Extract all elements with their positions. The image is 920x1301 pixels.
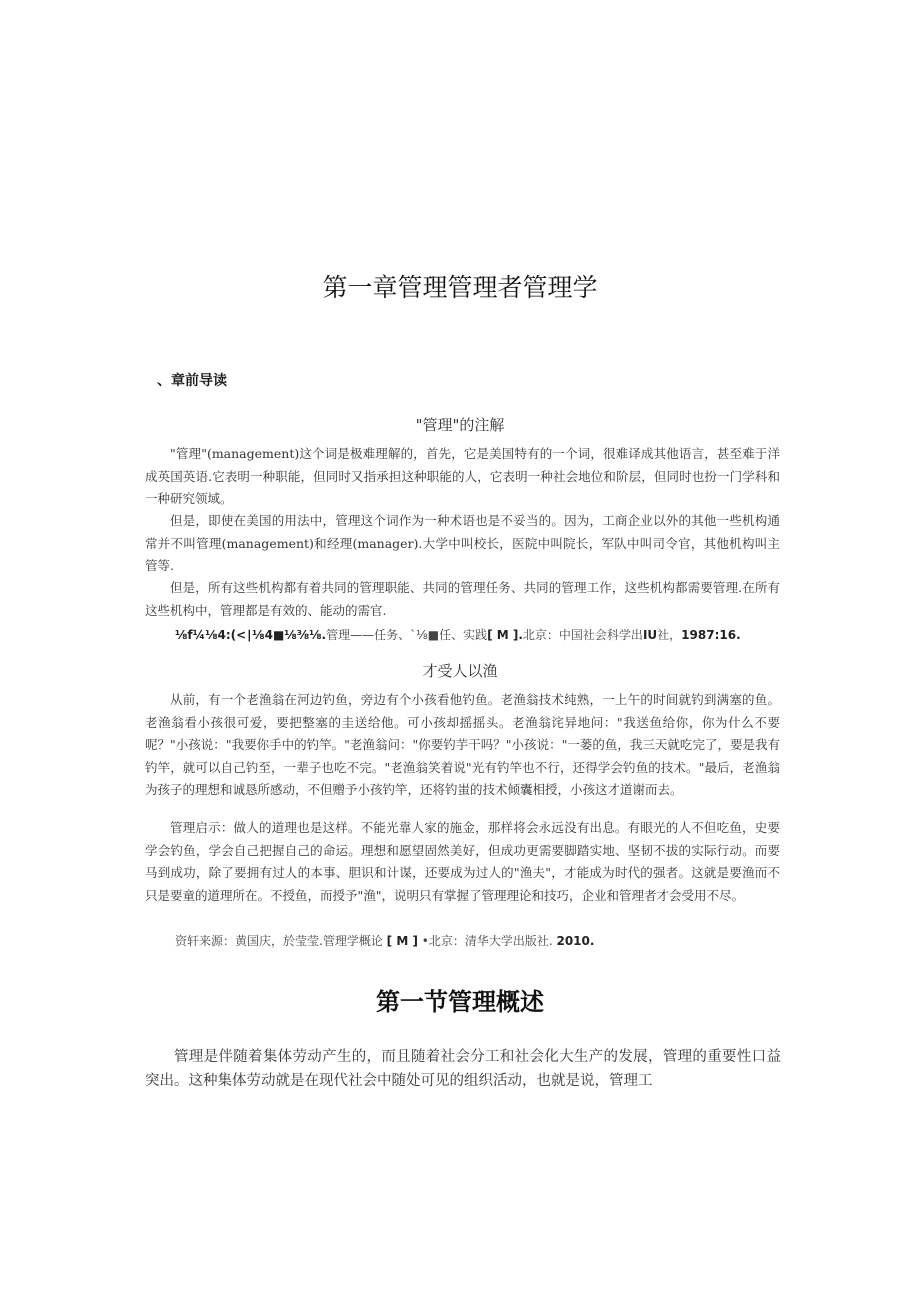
citation-mark: [ M ] bbox=[386, 934, 418, 948]
citation-tail: •北京：清华大学出版社. bbox=[421, 934, 553, 948]
citation-mark2: IU bbox=[642, 628, 658, 642]
citation-year: 2010. bbox=[556, 934, 595, 948]
reading2-paragraph-1: 从前，有一个老渔翁在河边钓鱼，旁边有个小孩看他钓鱼。老渔翁技术纯熟，一上午的时间就钓到满塞的鱼。老渔翁看小孩很可爱，要把整塞的圭送给他。可小孩却摇摇头。老渔翁诧异地问："我送鱼给你，你为什么不要呢？"小孩说："我要你手中的钓竿。"老渔翁问："你要钓芋干吗？"小孩说："一蒌的鱼，我三天就吃完了，要是我有钓竿，就可以自己钓至，一辈子也吃不完。"老渔翁笑着说"光有钓竿也不行，还得学会钓鱼的技术。"最后，老渔翁为孩子的理想和诚恳所感动，不但赠予小孩钓竿，还将钓蚩的技术倾囊相授，小孩这才道谢而去。 bbox=[145, 692, 780, 797]
reading2-paragraph-2: 管理启示：做人的道理也是这样。不能光靠人家的施金，那样将会永远没有出息。有眼光的人不但吃鱼，史要学会钓鱼，学会自己把握自己的命运。理想和愿望固然美好，但成功更需要脚踏实地、坚韧不拔的实际行动。而要马到成功，除了要拥有过人的本事、胆识和计谋，还要成为过人的"渔夫"，才能成为时代的强者。这就是要渔而不只是要童的道理所在。不授鱼，而授予"渔"，说明只有掌握了管理理论和技巧，企业和管理者才会受用不尽。 bbox=[145, 820, 780, 903]
reading2-citation bbox=[175, 932, 594, 949]
reading1-citation bbox=[175, 626, 741, 643]
reading1-title: "管理"的注解 bbox=[415, 416, 505, 434]
reading1-paragraph-3: 但是，所有这些机构都有着共同的管理职能、共同的管理任务、共同的管理工作，这些机构都需要管理.在所有这些机构中，管理都是有效的、能动的需官. bbox=[145, 580, 780, 618]
reading1-paragraph-2: 但是，即使在美国的用法中，管理这个词作为一种术语也是不妥当的。因为，工商企业以外的其他一些机构通常并不叫管理(management)和经理(manager).大学中叫校长，医院中叫院长，军队中叫司令官，其他机构叫主管等. bbox=[145, 513, 780, 573]
citation-year: 1987:16. bbox=[681, 628, 741, 642]
citation-mark: [ M ]. bbox=[487, 628, 523, 642]
section-title: 第一节管理概述 bbox=[376, 988, 544, 1016]
reading1-paragraph-1: "管理"(management)这个词是极难理解的，首先，它是美国特有的一个词，很难译成其他语言，甚至难于洋成英国英语.它表明一种职能，但同时又指承担这种职能的人，它表明一种社会地位和阶层，但同时也扮一门学科和一种研究领域。 bbox=[145, 446, 780, 506]
citation-tail: 北京：中国社会科学出 bbox=[522, 628, 643, 642]
citation-prefix: ⅛f¼⅛4:(<∣⅛4■⅛⅜⅛. bbox=[175, 628, 327, 642]
section-body-paragraph: 管理是伴随着集体劳动产生的，而且随着社会分工和社会化大生产的发展，管理的重要性口益突出。这种集体劳动就是在现代社会中随处可见的组织活动，也就是说，管理工 bbox=[145, 1049, 781, 1089]
citation-text: 资轩来源：黄国庆，於莹莹.管理学概论 bbox=[175, 934, 383, 948]
citation-text: 管理——任务、`⅛■任、实践 bbox=[326, 628, 488, 642]
citation-end: 社， bbox=[657, 628, 682, 642]
chapter-title: 第一章管理管理者管理学 bbox=[322, 273, 598, 302]
intro-heading: 、章前导读 bbox=[157, 373, 227, 389]
reading2-title: 才受人以渔 bbox=[422, 662, 498, 680]
